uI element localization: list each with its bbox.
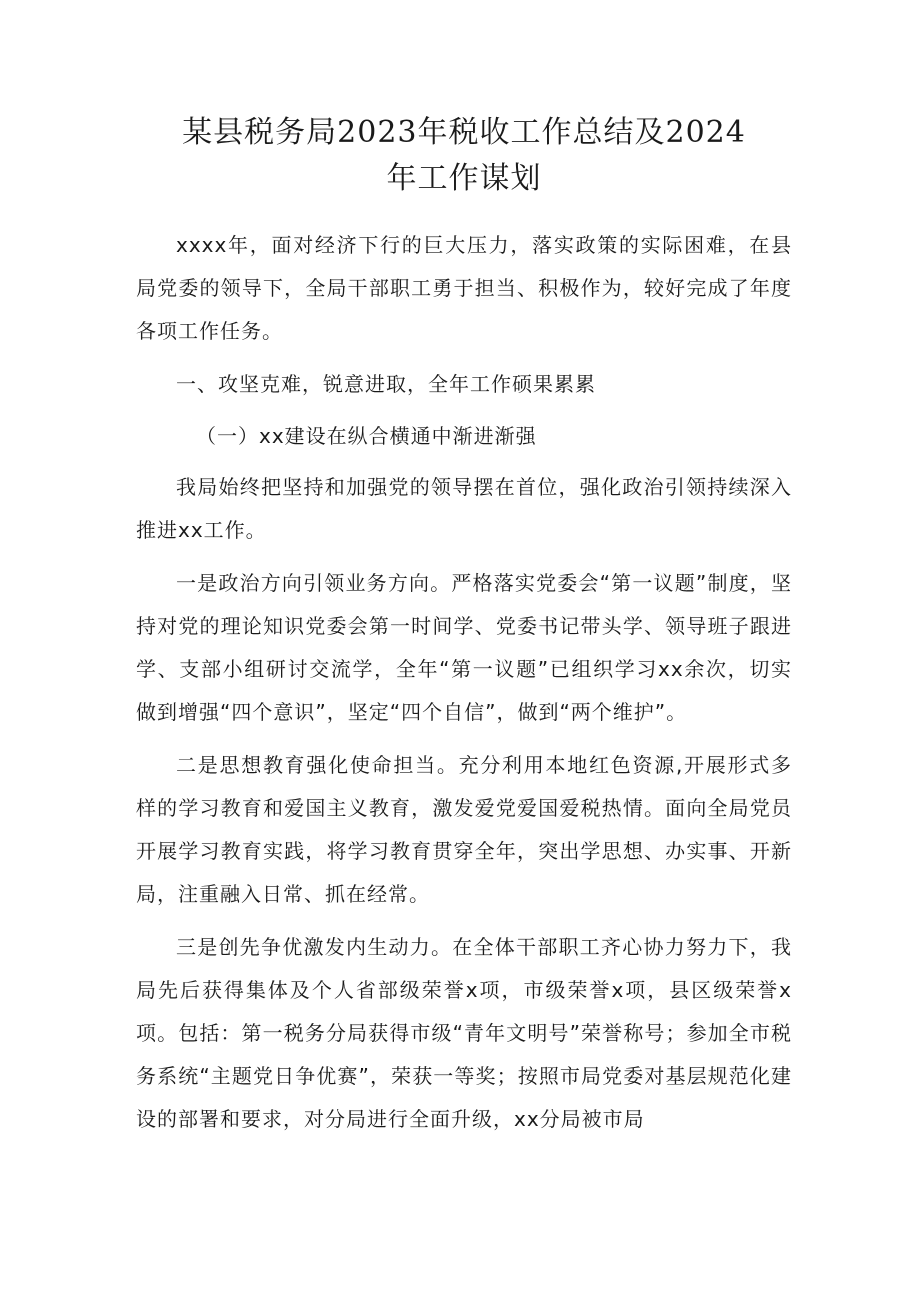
body-paragraph: 一是政治方向引领业务方向。严格落实党委会“第一议题”制度，坚持对党的理论知识党委会第一时间学、党委书记带头学、领导班子跟进学、支部小组研讨交流学，全年“第一议题”已组织学习xx余次，切实做到增强“四个意识”，坚定“四个自信”，做到“两个维护”。 bbox=[136, 571, 792, 724]
section-heading-1: 一、攻坚克难，锐意进取，全年工作硕果累累 bbox=[176, 372, 596, 396]
body-paragraph: 三是创先争优激发内生动力。在全体干部职工齐心协力努力下，我局先后获得集体及个人省部级荣誉x项，市级荣誉x项，县区级荣誉x项。包括：第一税务分局获得市级“青年文明号”荣誉称号；参加全市税务系统“主题党日争优赛”，荣获一等奖；按照市局党委对基层规范化建设的部署和要求，对分局进行全面升级，xx分局被市局 bbox=[136, 935, 792, 1131]
intro-paragraph: xxxx年，面对经济下行的巨大压力，落实政策的实际困难，在县局党委的领导下，全局干部职工勇于担当、积极作为，较好完成了年度各项工作任务。 bbox=[136, 233, 792, 343]
body-paragraph: 二是思想教育强化使命担当。充分利用本地红色资源,开展形式多样的学习教育和爱国主义教育，激发爱党爱国爱税热情。面向全局党员开展学习教育实践，将学习教育贯穿全年，突出学思想、办实事、开新局，注重融入日常、抓在经常。 bbox=[136, 753, 792, 906]
document-title bbox=[136, 110, 792, 202]
title-line-1: 某县税务局2023年税收工作总结及2024 bbox=[182, 115, 746, 150]
subsection-heading-1: （一）xx建设在纵合横通中渐进渐强 bbox=[196, 424, 537, 448]
body-paragraph: 我局始终把坚持和加强党的领导摆在首位，强化政治引领持续深入推进xx工作。 bbox=[136, 475, 792, 542]
title-line-2: 年工作谋划 bbox=[386, 161, 542, 196]
